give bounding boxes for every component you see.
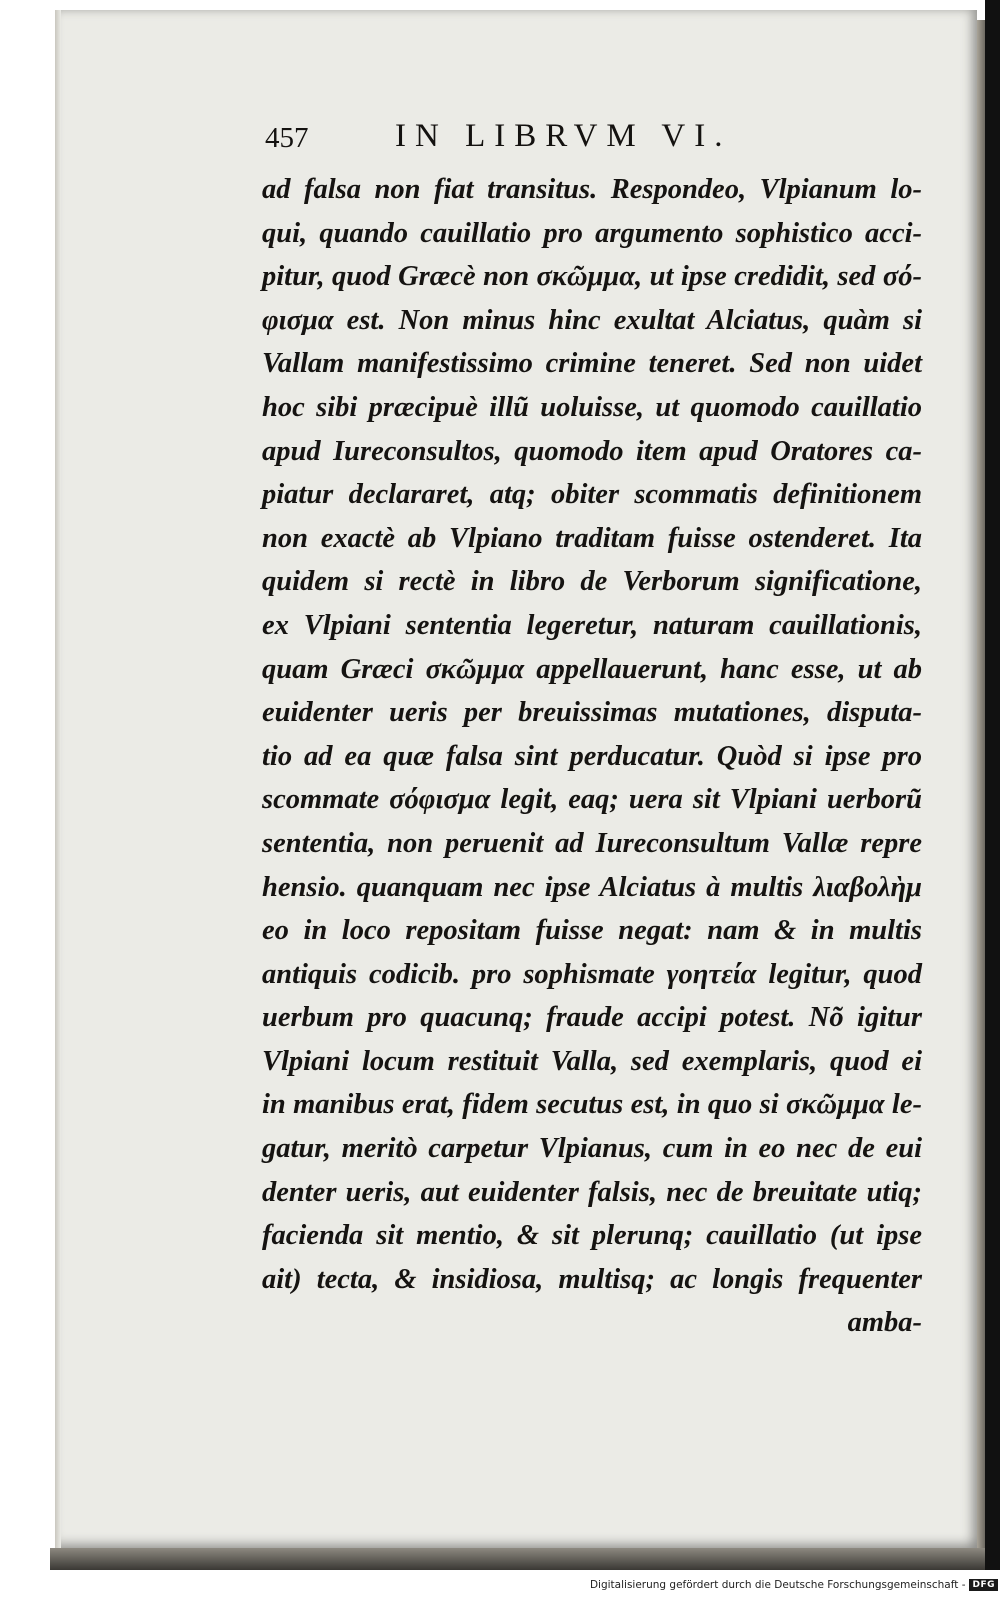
page-gutter (55, 10, 61, 1548)
text-line: φισμα est. Non minus hinc exultat Alciatus, quàm si (262, 304, 922, 336)
text-line: scommate σόφισμα legit, eaq; uera sit Vlpiani uerborũ (262, 784, 922, 816)
text-line: apud Iureconsultos, quomodo item apud Oratores ca- (262, 435, 922, 467)
text-line: in manibus erat, fidem secutus est, in quo si σκῶμμα le- (262, 1089, 922, 1121)
text-line: quam Græci σκῶμμα appellauerunt, hanc esse, ut ab (262, 653, 922, 685)
text-line: eo in loco repositam fuisse negat: nam & in multis (262, 915, 922, 947)
text-line: ad falsa non fiat transitus. Respondeo, Vlpianum lo- (262, 174, 922, 205)
footer-credit (580, 1574, 998, 1596)
text-line: qui, quando cauillatio pro argumento sophistico acci- (262, 217, 922, 249)
text-line: tio ad ea quæ falsa sint perducatur. Quòd si ipse pro (262, 740, 922, 772)
footer-credit-text: Digitalisierung gefördert durch die Deutsche Forschungsgemeinschaft - (589, 1579, 966, 1591)
text-line: piatur declararet, atq; obiter scommatis definitionem (262, 479, 922, 511)
text-line: ait) tecta, & insidiosa, multisq; ac longis frequenter (262, 1263, 922, 1295)
text-line: sententia, non peruenit ad Iureconsultum Vallæ repre (262, 827, 922, 859)
text-line: uerbum pro quacunq; fraude accipi potest. Nõ igitur (262, 1002, 922, 1034)
body-text (262, 168, 922, 1345)
page-number: 457 (265, 122, 309, 154)
text-line: hensio. quanquam nec ipse Alciatus à multis λιαβολὴμ (262, 871, 922, 903)
scan-border-right (985, 0, 1000, 1570)
text-line: amba- (847, 1307, 922, 1339)
text-line: Vallam manifestissimo crimine teneret. Sed non uidet (262, 348, 922, 380)
text-line: gatur, meritò carpetur Vlpianus, cum in eo nec de eui (262, 1133, 922, 1165)
text-line: antiquis codicib. pro sophismate γοητεία legitur, quod (262, 958, 922, 990)
running-head: IN LIBRVM VI. (395, 118, 732, 154)
text-line: euidenter ueris per breuissimas mutationes, disputa- (262, 697, 922, 729)
scan-border-bottom (50, 1548, 985, 1570)
text-line: pitur, quod Græcè non σκῶμμα, ut ipse credidit, sed σό- (262, 261, 922, 293)
text-line: non exactè ab Vlpiano traditam fuisse ostenderet. Ita (262, 522, 922, 554)
text-line: quidem si rectè in libro de Verborum significatione, (262, 566, 922, 598)
dfg-logo: DFG (969, 1579, 998, 1591)
text-line: hoc sibi præcipuè illũ uoluisse, ut quomodo cauillatio (262, 391, 922, 423)
text-line: denter ueris, aut euidenter falsis, nec de breuitate utiq; (262, 1176, 922, 1208)
page-header (265, 118, 865, 162)
text-line: facienda sit mentio, & sit plerunq; cauillatio (ut ipse (262, 1220, 922, 1252)
text-line: ex Vlpiani sententia legeretur, naturam cauillationis, (262, 609, 922, 641)
text-line: Vlpiani locum restituit Valla, sed exemplaris, quod ei (262, 1045, 922, 1077)
